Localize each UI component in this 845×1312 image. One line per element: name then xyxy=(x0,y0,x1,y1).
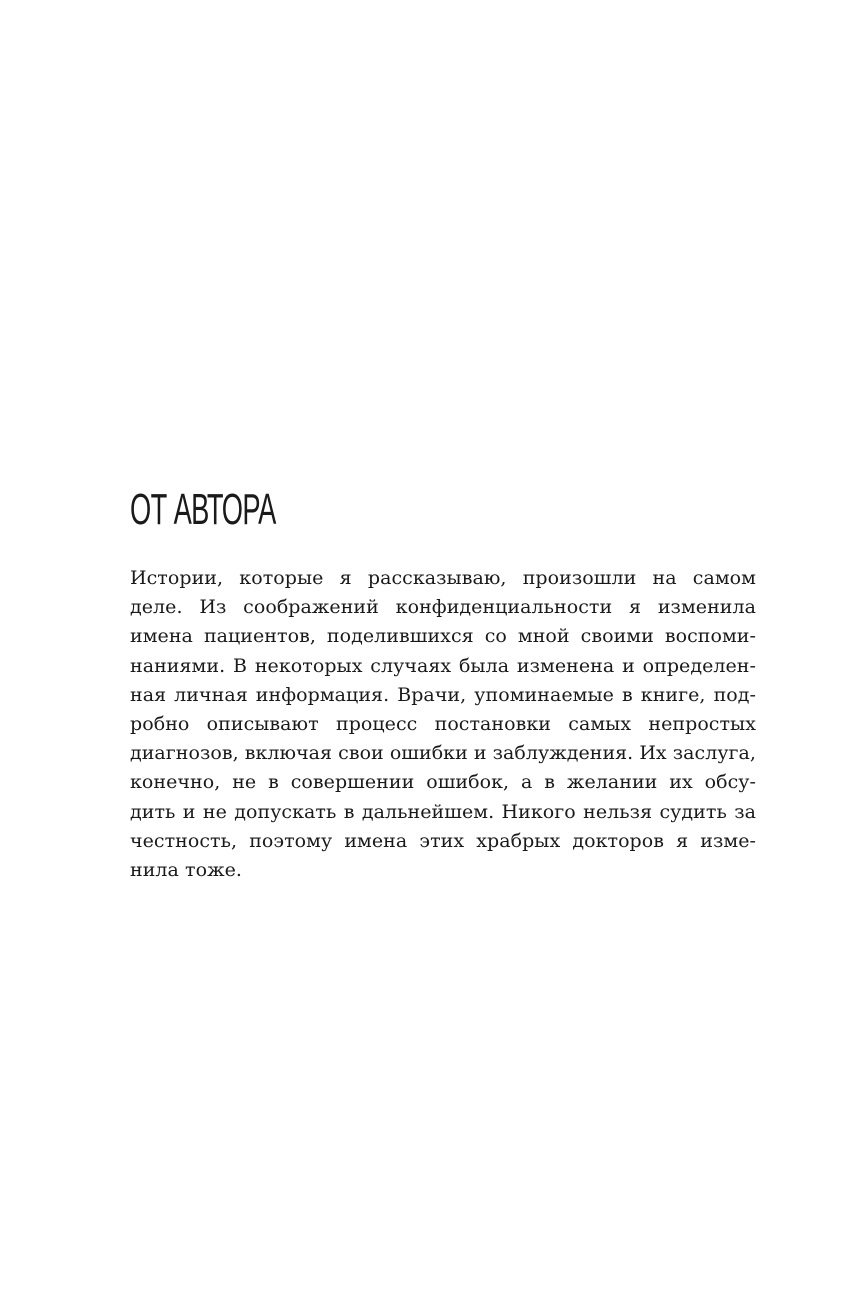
paragraph-line: робно описывают процесс постановки самых непростых xyxy=(130,712,756,735)
paragraph-line: дить и не допускать в дальнейшем. Никого нельзя судить за xyxy=(130,800,756,823)
paragraph-line: Истории, которые я рассказываю, произошли на самом xyxy=(130,567,756,589)
section-heading: ОТ АВТОРА xyxy=(130,485,276,534)
paragraph-line: наниями. В некоторых случаях была изменена и определен- xyxy=(130,654,756,677)
paragraph-line: честность, поэтому имена этих храбрых докторов я изме- xyxy=(130,829,756,852)
paragraph-line: ная личная информация. Врачи, упоминаемые в книге, под- xyxy=(130,683,756,706)
paragraph-line: диагнозов, включая свои ошибки и заблуждения. Их заслуга, xyxy=(130,742,756,765)
paragraph-line: конечно, не в совершении ошибок, а в желании их обсу- xyxy=(130,771,756,794)
author-note-paragraph xyxy=(130,564,756,885)
paragraph-line: имена пациентов, поделившихся со мной своими воспоми- xyxy=(130,625,756,648)
paragraph-line: деле. Из соображений конфиденциальности я изменила xyxy=(130,596,756,619)
paragraph-line: нила тоже. xyxy=(130,858,242,881)
